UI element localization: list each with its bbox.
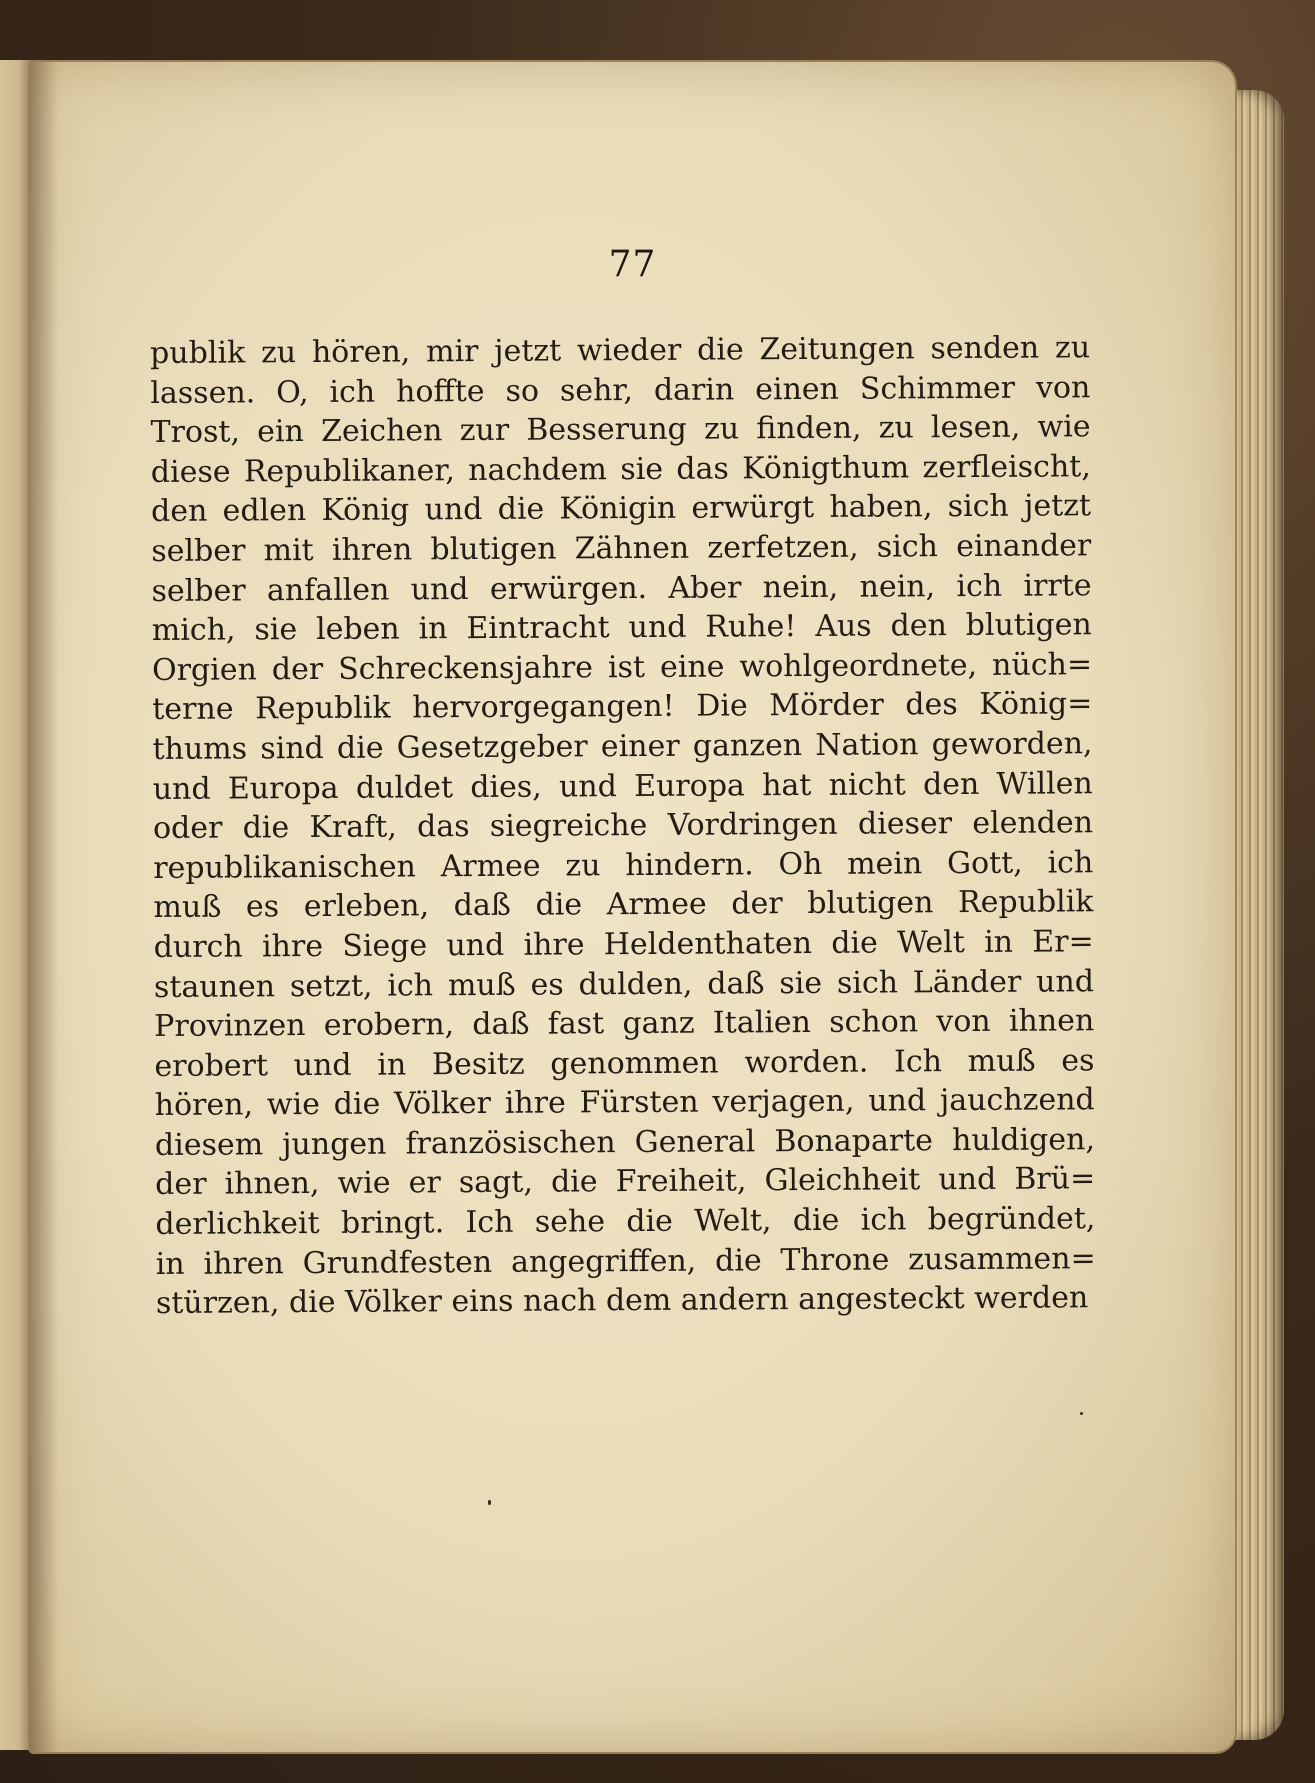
gutter-shadow [30,62,58,1752]
text-line: republikanischen Armee zu hindern. Oh mein Gott, ich [153,844,1094,886]
text-line: stürzen, die Völker eins nach dem andern angesteckt werden [155,1280,1089,1322]
text-line: thums sind die Gesetzgeber einer ganzen Nation geworden, [152,726,1093,767]
text-line: in ihren Grundfesten angegriffen, die Throne zusammen= [155,1240,1096,1282]
text-line: staunen setzt, ich muß es dulden, daß sie sich Länder und [153,963,1095,1005]
text-line: muß es erleben, daß die Armee der blutigen Republik [153,884,1094,926]
text-line: der ihnen, wie er sagt, die Freiheit, Gleichheit und Brü= [155,1161,1096,1203]
text-line: selber mit ihren blutigen Zähnen zerfetzen, sich einander [151,528,1092,569]
text-line: selber anfallen und erwürgen. Aber nein, nein, ich irrte [151,567,1092,609]
text-line: publik zu hören, mir jetzt wieder die Zeitungen senden zu [150,330,1091,371]
ink-speck [488,1500,491,1505]
text-line: und Europa duldet dies, und Europa hat nicht den Willen [152,765,1093,807]
ink-speck [1080,1412,1083,1415]
text-line: oder die Kraft, das siegreiche Vordringen dieser elenden [152,805,1094,847]
text-line: lassen. O, ich hoffte so sehr, darin einen Schimmer von [150,369,1091,411]
text-line: erobert und in Besitz genommen worden. Ich muß es [154,1042,1095,1084]
text-line: durch ihre Siege und ihre Heldenthaten die Welt in Er= [153,924,1094,965]
text-line: terne Republik hervorgegangen! Die Mörder des König= [152,686,1093,728]
text-line: derlichkeit bringt. Ich sehe die Welt, die ich begründet, [155,1201,1096,1243]
text-line: mich, sie leben in Eintracht und Ruhe! Aus den blutigen [151,607,1092,649]
text-line: Orgien der Schreckensjahre ist eine wohlgeordnete, nüch= [151,647,1093,688]
body-text [150,328,1096,1324]
text-line: hören, wie die Völker ihre Fürsten verjagen, und jauchzend [154,1082,1095,1124]
text-line: diese Republikaner, nachdem sie das Königthum zerfleischt, [150,449,1091,490]
text-line: Trost, ein Zeichen zur Besserung zu finden, zu lesen, wie [150,409,1091,451]
text-line: Provinzen erobern, daß fast ganz Italien schon von ihnen [154,1003,1095,1045]
page-number: 77 [608,244,657,285]
text-line: den edlen König und die Königin erwürgt haben, sich jetzt [150,488,1092,530]
text-line: diesem jungen französischen General Bonaparte huldigen, [154,1122,1096,1163]
book-page [30,62,1235,1752]
